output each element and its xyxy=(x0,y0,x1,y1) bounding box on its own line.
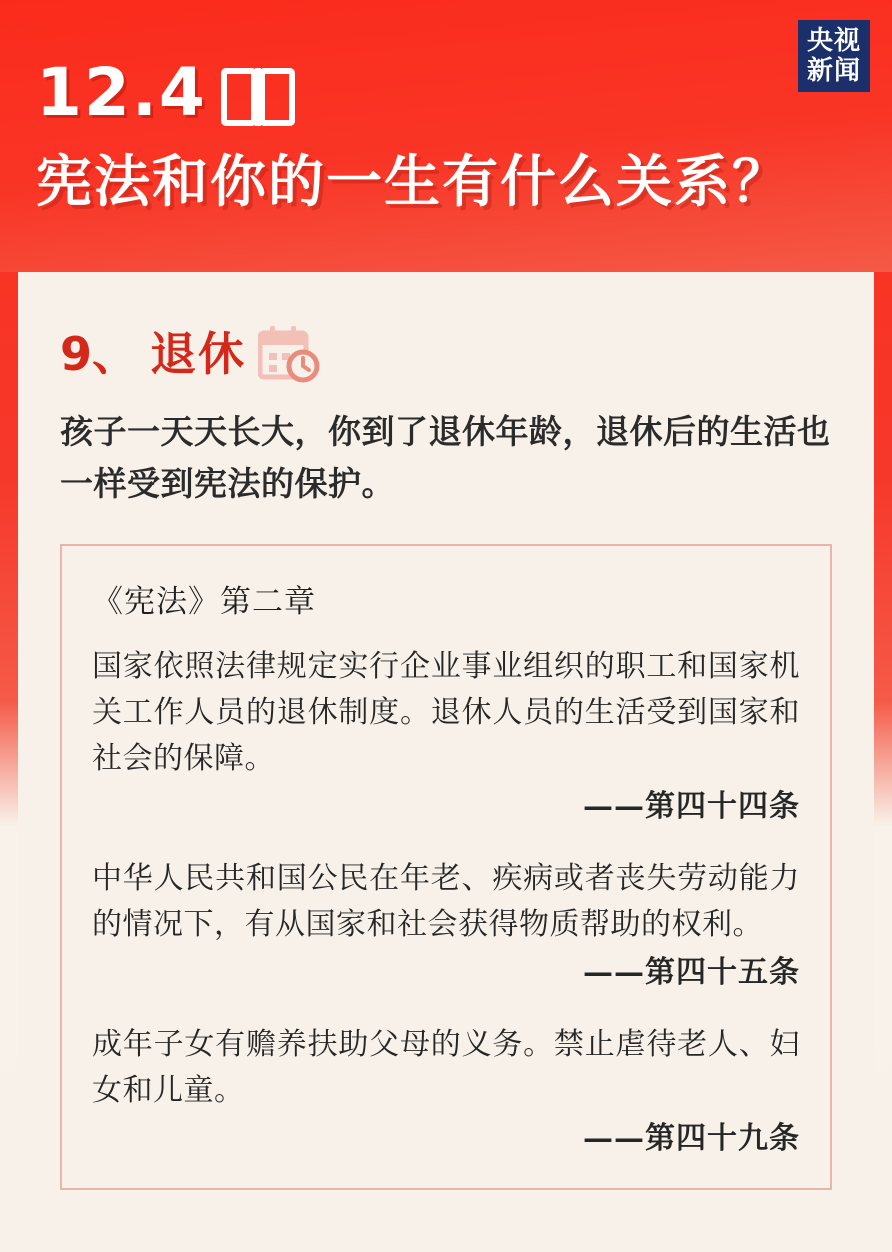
date-label: 12.4 xyxy=(36,54,207,131)
cctv-logo-line2: 新闻 xyxy=(806,56,861,86)
section-heading xyxy=(60,318,832,384)
date-row xyxy=(36,54,295,131)
section-number: 9、 xyxy=(60,327,139,381)
section-label: 退休 xyxy=(150,327,247,381)
clause-reference: ——第四十五条 xyxy=(583,955,800,990)
open-book-icon xyxy=(221,68,295,126)
calendar-clock-icon xyxy=(258,325,320,383)
section-intro: 孩子一天天长大，你到了退休年龄，退休后的生活也一样受到宪法的保护。 xyxy=(60,412,831,503)
clause-item xyxy=(92,644,800,830)
clause-text: 国家依照法律规定实行企业事业组织的职工和国家机关工作人员的退休制度。退休人员的生活受到国家和社会的保障。 xyxy=(92,649,800,776)
poster-header xyxy=(0,0,892,272)
cctv-news-logo xyxy=(798,20,870,92)
clause-item xyxy=(92,1022,800,1162)
constitution-quote-box xyxy=(60,544,832,1190)
content-card xyxy=(18,272,874,1232)
quote-source: 《宪法》第二章 xyxy=(92,584,316,620)
clause-text: 成年子女有赡养扶助父母的义务。禁止虐待老人、妇女和儿童。 xyxy=(92,1027,800,1108)
clause-reference: ——第四十四条 xyxy=(583,789,800,824)
clause-text: 中华人民共和国公民在年老、疾病或者丧失劳动能力的情况下，有从国家和社会获得物质帮助的权利。 xyxy=(92,861,800,942)
clause-item xyxy=(92,856,800,996)
clause-reference: ——第四十九条 xyxy=(583,1121,800,1156)
cctv-logo-line1: 央视 xyxy=(806,26,861,56)
page-title: 宪法和你的一生有什么关系？ xyxy=(36,150,790,215)
